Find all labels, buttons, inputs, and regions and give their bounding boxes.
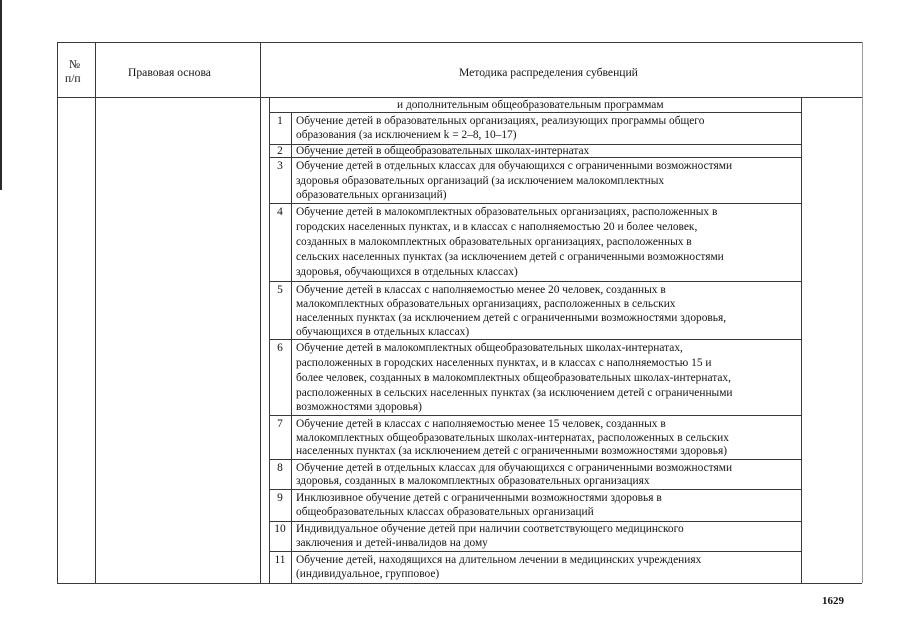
row-number: 8 <box>277 462 283 474</box>
row-divider <box>269 203 801 204</box>
row-text-line: Индивидуальное обучение детей при наличии соответствующего медицинского <box>296 523 684 535</box>
row-number: 5 <box>277 284 283 296</box>
row-text-line: обучающихся в отдельных классах) <box>296 326 470 338</box>
header-num-line1: № <box>69 58 81 71</box>
continuation-text: и дополнительным общеобразовательным программам <box>397 99 664 111</box>
row-text-line: Обучение детей в малокомплектных образовательных организациях, расположенных в <box>296 206 718 218</box>
row-text-line: малокомплектных образовательных организациях, расположенных в сельских <box>296 298 676 310</box>
row-text-line: Инклюзивное обучение детей с ограниченными возможностями здоровья в <box>296 492 662 504</box>
row-number: 1 <box>277 115 283 127</box>
row-number: 4 <box>277 206 283 218</box>
row-divider <box>269 551 801 552</box>
row-number: 10 <box>274 523 286 535</box>
header-num-line2: п/п <box>65 72 81 85</box>
inner-right-border <box>801 97 802 583</box>
row-text-line: более человек, созданных в малокомплектных общеобразовательных школах-интернатах, <box>296 372 731 384</box>
row-text-line: образования (за исключением k = 2–8, 10–17) <box>296 129 517 141</box>
row-text-line: Обучение детей в отдельных классах для обучающихся с ограниченными возможностями <box>296 462 733 474</box>
row-text-line: образовательных организаций) <box>296 189 447 201</box>
row-divider <box>269 339 801 340</box>
row-text-line: Обучение детей в общеобразовательных школах-интернатах <box>296 145 590 157</box>
row-text-line: Обучение детей, находящихся на длительном лечении в медицинских учреждениях <box>296 554 702 566</box>
row-text-line: расположенных в сельских населенных пунктах (за исключением детей с ограниченными <box>296 387 733 399</box>
row-number: 2 <box>277 145 283 157</box>
row-divider <box>269 459 801 460</box>
row-divider <box>269 489 801 490</box>
row-text-line: малокомплектных общеобразовательных школах-интернатах, расположенных в сельских <box>296 432 729 444</box>
row-text-line: населенных пунктах (за исключением детей с ограниченными возможностями здоровья, <box>296 312 727 324</box>
col2-divider <box>260 42 261 583</box>
outer-bottom-border <box>57 583 862 584</box>
row-text-line: Обучение детей в образовательных организациях, реализующих программы общего <box>296 115 705 127</box>
row-text-line: созданных в малокомплектных образовательных организациях, расположенных в <box>296 236 692 248</box>
inner-number-divider <box>291 112 292 583</box>
outer-top-border <box>57 42 862 43</box>
row-number: 7 <box>277 418 283 430</box>
row-text-line: расположенных в городских населенных пунктах, и в классах с наполняемостью 15 и <box>296 357 712 369</box>
row-text-line: общеобразовательных классах образовательных организаций <box>296 506 594 518</box>
row-text-line: возможностями здоровья) <box>296 401 422 413</box>
row-text-line: городских населенных пунктах, и в классах с наполняемостью 20 и более человек, <box>296 221 698 233</box>
row-number: 9 <box>277 492 283 504</box>
row-number: 3 <box>277 160 283 172</box>
row-text-line: Обучение детей в классах с наполняемостью менее 20 человек, созданных в <box>296 284 666 296</box>
col1-divider <box>95 42 96 583</box>
header-methodology: Методика распределения субвенций <box>459 66 638 79</box>
row-text-line: (индивидуальное, групповое) <box>296 568 440 580</box>
row-text-line: здоровья образовательных организаций (за исключением малокомплектных <box>296 175 665 187</box>
outer-left-border <box>57 42 58 583</box>
row-text-line: здоровья, созданных в малокомплектных образовательных организациях <box>296 475 650 487</box>
row-text-line: Обучение детей в отдельных классах для обучающихся с ограниченными возможностями <box>296 160 733 172</box>
row-number: 11 <box>274 554 286 566</box>
header-legal-basis: Правовая основа <box>128 66 211 79</box>
row-divider <box>269 112 801 113</box>
row-text-line: Обучение детей в классах с наполняемостью менее 15 человек, созданных в <box>296 418 666 430</box>
row-text-line: здоровья, обучающихся в отдельных классах) <box>296 266 518 278</box>
row-divider <box>269 281 801 282</box>
page-number: 1629 <box>822 595 844 607</box>
row-text-line: заключения и детей-инвалидов на дому <box>296 537 488 549</box>
scan-edge-mark <box>0 0 2 190</box>
row-number: 6 <box>277 342 283 354</box>
row-divider <box>269 415 801 416</box>
outer-right-border <box>862 42 863 583</box>
row-text-line: населенных пунктах (за исключением детей с ограниченными возможностями здоровья) <box>296 445 728 457</box>
row-text-line: Обучение детей в малокомплектных общеобразовательных школах-интернатах, <box>296 342 683 354</box>
row-text-line: сельских населенных пунктах (за исключением детей с ограниченными возможностями <box>296 251 724 263</box>
